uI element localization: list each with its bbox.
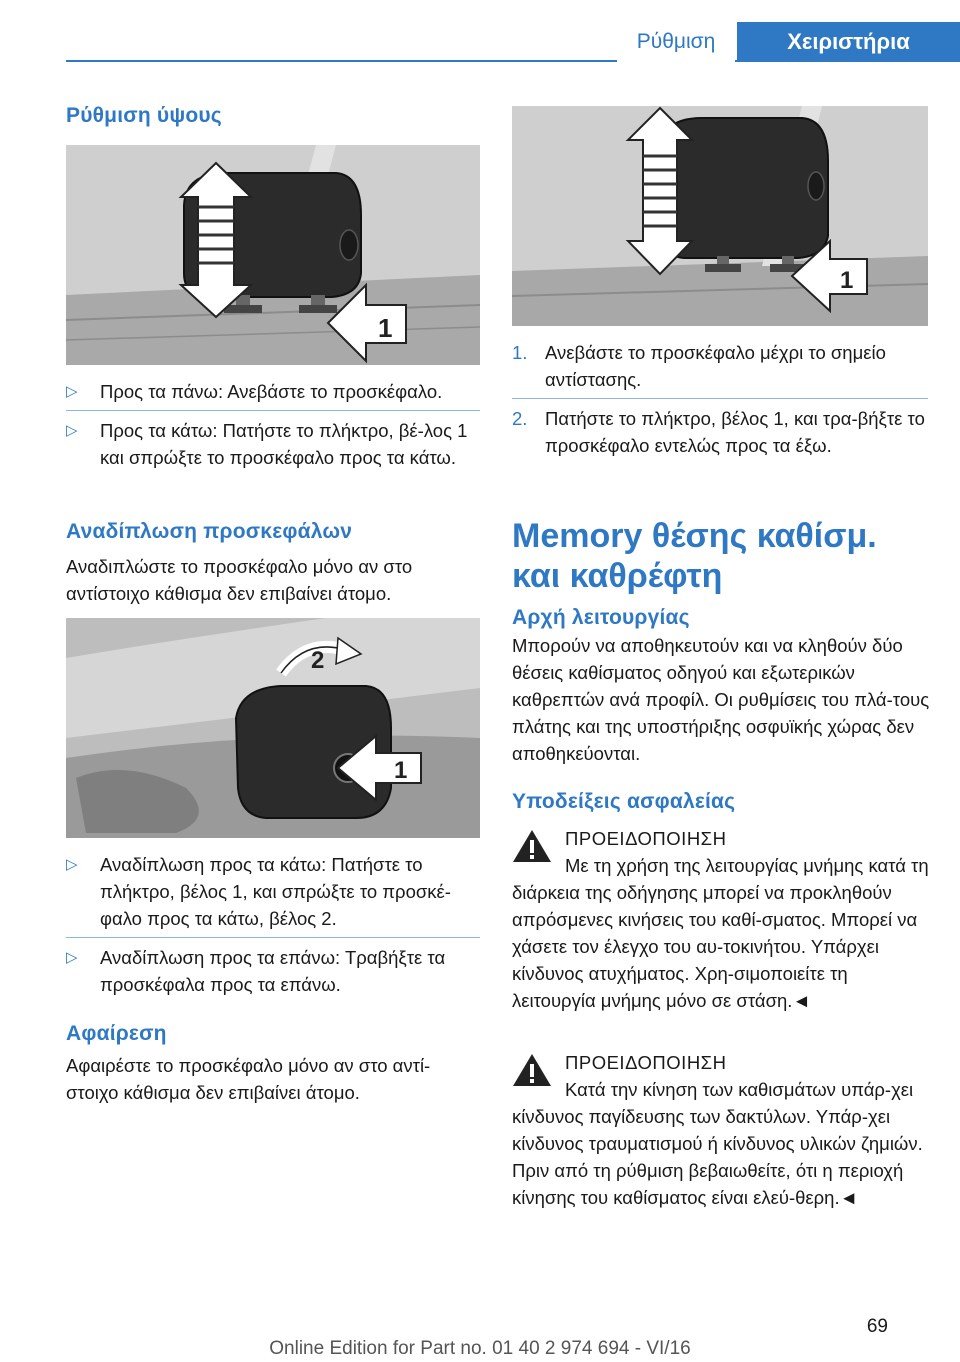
figure-label-2: 2 xyxy=(311,647,325,674)
header-chapter: Χειριστήρια xyxy=(737,22,960,62)
divider xyxy=(512,398,928,399)
warning-title: ΠΡΟΕΙΔΟΠΟΙΗΣΗ xyxy=(565,828,727,849)
warning-text: Κατά την κίνηση των καθισμάτων υπάρ‐χει κίνδυνος παγίδευσης των δακτύλων. Υπάρ‐χει κίνδυνος τραυματισμού ή κίνδυνος υλικών ζημιών. Πριν από τη ρύθμιση βεβαιωθείτε, ότι η περιοχή κίνησης του καθίσματος είναι ελεύ‐θερη.◄ xyxy=(512,1079,923,1208)
warning-block xyxy=(512,825,932,1014)
warning-text: Με τη χρήση της λειτουργίας μνήμης κατά τη διάρκεια της οδήγησης μπορεί να προκληθούν απρόσμενες κινήσεις του καθί‐σματος. Μπορεί να χάσετε τον έλεγχο του αυ‐τοκινήτου. Υπάρχει κίνδυνος ατυχήματος. Χρη‐σιμοποιείτε τη λειτουργία μνήμης μόνο σε στάση.◄ xyxy=(512,855,929,1011)
list-item: ▷ Αναδίπλωση προς τα επάνω: Τραβήξτε τα προσκέφαλα προς τα επάνω. xyxy=(66,944,480,998)
remove-steps xyxy=(512,339,928,459)
remove-heading: Αφαίρεση xyxy=(66,1022,167,1045)
footer-edition: Online Edition for Part no. 01 40 2 974 694 - VI/16 xyxy=(269,1338,691,1359)
triangle-bullet-icon: ▷ xyxy=(66,856,78,873)
fold-heading: Αναδίπλωση προσκεφάλων xyxy=(66,520,353,543)
list-item: 1. Ανεβάστε το προσκέφαλο μέχρι το σημείο αντίστασης. xyxy=(512,342,886,390)
warning-triangle-icon xyxy=(512,829,552,863)
figure-label-1: 1 xyxy=(394,757,408,784)
memory-title: Memory θέσης καθίσμ. και καθρέφτη xyxy=(512,517,877,595)
headrest-remove-figure xyxy=(512,106,928,326)
page-number: 69 xyxy=(866,1316,888,1337)
figure-label: 1 xyxy=(840,267,854,294)
divider xyxy=(66,937,480,938)
headrest-height-figure xyxy=(66,145,480,365)
fold-list xyxy=(66,851,480,998)
figure-label: 1 xyxy=(378,313,393,343)
warning-title: ΠΡΟΕΙΔΟΠΟΙΗΣΗ xyxy=(565,1052,727,1073)
height-list xyxy=(66,378,480,471)
list-item: 2. Πατήστε το πλήκτρο, βέλος 1, και τρα‐βήξτε το προσκέφαλο εντελώς προς τα έξω. xyxy=(512,408,925,456)
height-heading: Ρύθμιση ύψους xyxy=(66,104,222,127)
triangle-bullet-icon: ▷ xyxy=(66,383,78,400)
warning-block xyxy=(512,1049,932,1211)
remove-text: Αφαιρέστε το προσκέφαλο μόνο αν στο αντί‐στοιχο κάθισμα δεν επιβαίνει άτομο. xyxy=(66,1055,431,1103)
fold-text: Αναδιπλώστε το προσκέφαλο μόνο αν στο αντίστοιχο κάθισμα δεν επιβαίνει άτομο. xyxy=(66,556,413,604)
triangle-bullet-icon: ▷ xyxy=(66,949,78,966)
headrest-fold-figure xyxy=(66,618,480,838)
warning-triangle-icon xyxy=(512,1053,552,1087)
list-item: ▷ Αναδίπλωση προς τα κάτω: Πατήστε το πλήκτρο, βέλος 1, και σπρώξτε το προσκέ‐φαλο προς τα κάτω, βέλος 2. xyxy=(66,851,480,932)
triangle-bullet-icon: ▷ xyxy=(66,422,78,439)
principle-heading: Αρχή λειτουργίας xyxy=(512,606,690,629)
safety-heading: Υποδείξεις ασφαλείας xyxy=(512,790,736,813)
list-item: ▷ Προς τα πάνω: Ανεβάστε το προσκέφαλο. xyxy=(66,378,480,405)
header-section: Ρύθμιση xyxy=(617,22,735,62)
principle-text: Μπορούν να αποθηκευτούν και να κληθούν δύο θέσεις καθίσματος οδηγού και εξωτερικών καθρεπτών ανά προφίλ. Οι ρυθμίσεις του πλά‐τους πλάτης και της υποστήριξης οσφυϊκής χώρας δεν αποθηκεύονται. xyxy=(512,635,930,764)
divider xyxy=(66,410,480,411)
list-item: ▷ Προς τα κάτω: Πατήστε το πλήκτρο, βέ‐λος 1 και σπρώξτε το προσκέφαλο προς τα κάτω. xyxy=(66,417,480,471)
